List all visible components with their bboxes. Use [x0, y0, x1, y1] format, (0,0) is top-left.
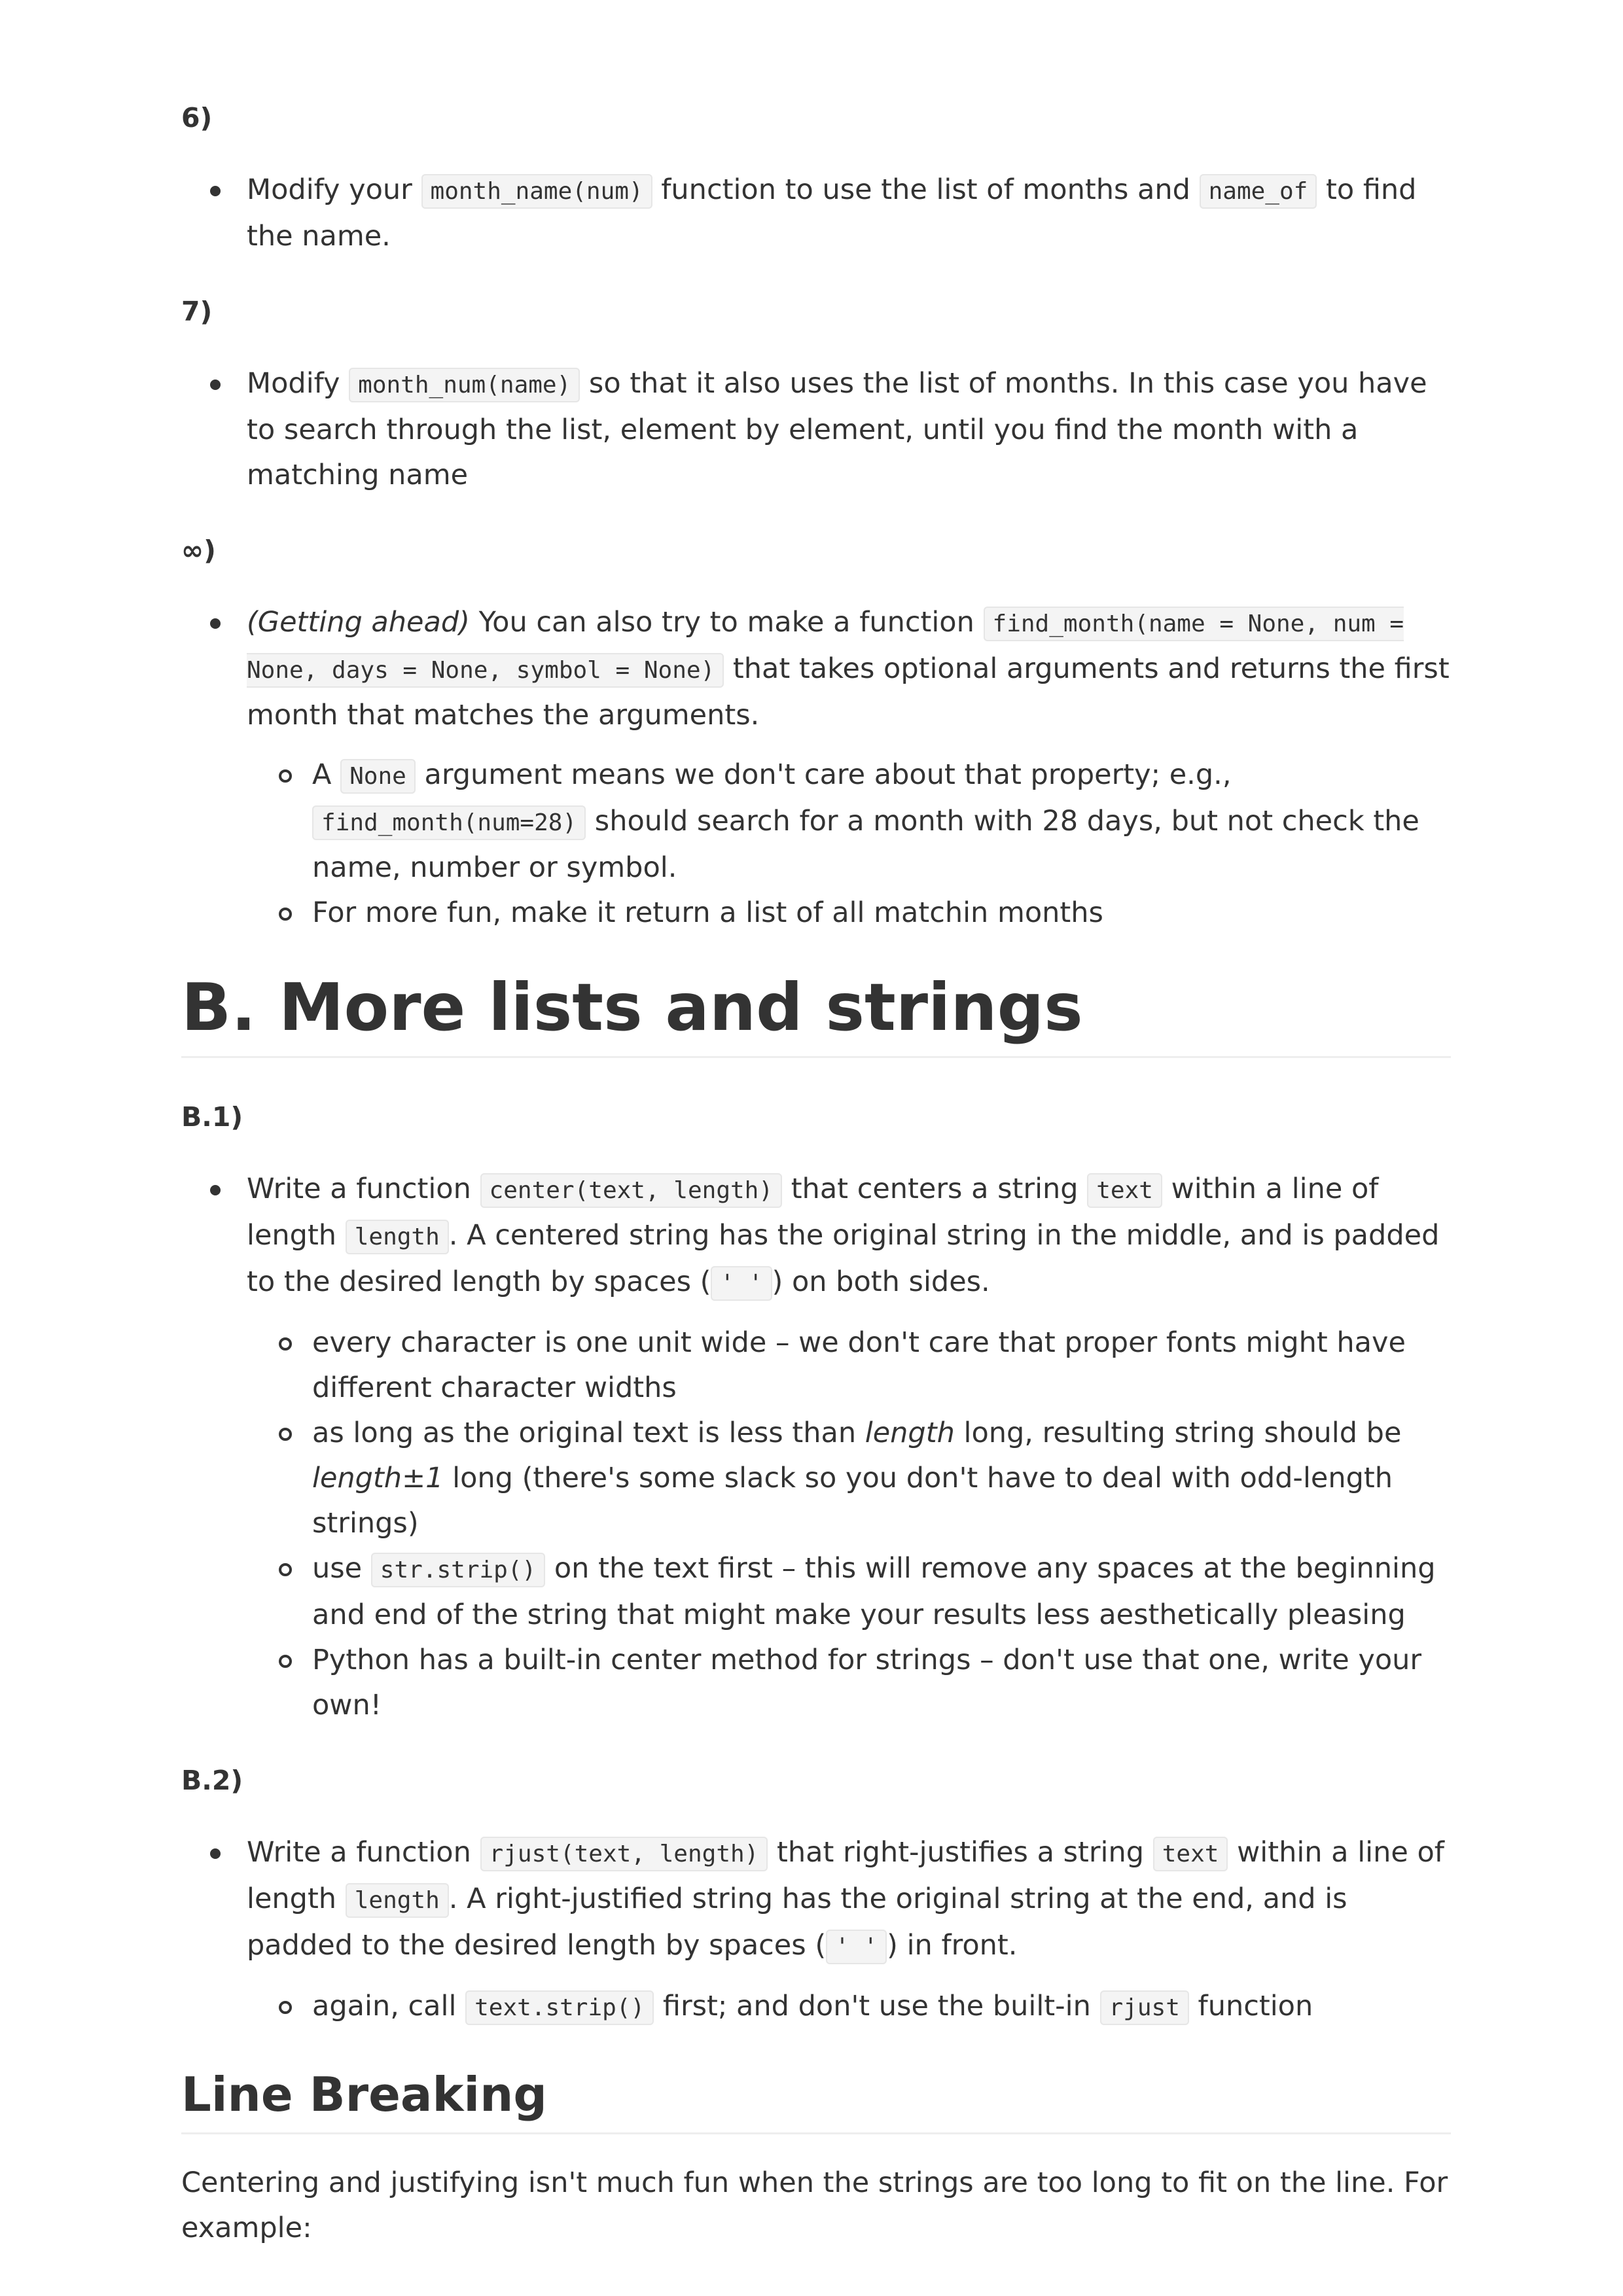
sub-list: [247, 1320, 1451, 1728]
inline-code: find_month(num=28): [312, 805, 586, 840]
text: as long as the original text is less than: [312, 1417, 865, 1449]
text: again, call: [312, 1990, 466, 2022]
inline-code: length: [346, 1220, 449, 1254]
exercise-6-list: [181, 168, 1451, 259]
inline-code: ' ': [711, 1266, 772, 1301]
text: long, resulting string should be: [954, 1417, 1402, 1449]
exercise-7-list: [181, 361, 1451, 498]
inline-code: month_num(name): [349, 368, 580, 402]
text: first; and don't use the built-in: [654, 1990, 1100, 2022]
exercise-number-6: 6): [181, 102, 213, 133]
text: ) on both sides.: [772, 1265, 990, 1298]
sub-list: [247, 1984, 1451, 2030]
section-heading-line-breaking: Line Breaking: [181, 2063, 1451, 2134]
text: on the text first – this will remove any spaces at the beginning and end of the string that might make your results less aesthetically pleasing: [312, 1552, 1436, 1631]
inline-code: find_month(name = None, num = None, days = None, symbol = None): [247, 607, 1404, 688]
document-page: [181, 98, 1451, 2251]
list-item: [247, 1830, 1451, 2030]
sub-list-item: [312, 891, 1451, 936]
sub-list-item: [312, 1546, 1451, 1638]
emphasis: (Getting ahead): [247, 606, 470, 639]
exercise-b2-list: [181, 1830, 1451, 2030]
inline-code: rjust(text, length): [480, 1837, 768, 1871]
inline-code: length: [346, 1883, 449, 1918]
text: that centers a string: [782, 1173, 1088, 1205]
exercise-number-b2: B.2): [181, 1765, 243, 1796]
inline-code: name_of: [1200, 174, 1317, 209]
text: . A right-justified string has the original string at the end, and is padded to the desired length by spaces (: [247, 1882, 1347, 1962]
list-item: [247, 168, 1451, 259]
text: within a line of length: [247, 1836, 1444, 1915]
text: Python has a built-in center method for strings – don't use that one, write your own!: [312, 1644, 1422, 1722]
inline-code: text.strip(): [465, 1990, 654, 2025]
exercise-number-b1: B.1): [181, 1101, 243, 1133]
text: to find the name.: [247, 173, 1417, 253]
text: that takes optional arguments and returns the first month that matches the arguments.: [247, 652, 1450, 732]
exercise-number-7: 7): [181, 296, 213, 327]
text: Write a function: [247, 1836, 480, 1869]
text: . A centered string has the original string in the middle, and is padded to the desired length by spaces (: [247, 1219, 1440, 1298]
paragraph: Centering and justifying isn't much fun when the strings are too long to fit on the line. For example:: [181, 2166, 1448, 2244]
inline-code: None: [340, 759, 416, 794]
text: Modify your: [247, 173, 421, 206]
text: every character is one unit wide – we don't care that proper fonts might have different character widths: [312, 1326, 1406, 1404]
emphasis: length±1: [312, 1462, 444, 1494]
text: You can also try to make a function: [469, 606, 984, 639]
text: argument means we don't care about that property; e.g.,: [415, 758, 1232, 791]
text: so that it also uses the list of months. In this case you have to search through the list, element by element, until you find the month with a matching name: [247, 367, 1427, 491]
inline-code: center(text, length): [480, 1173, 782, 1208]
inline-code: month_name(num): [421, 174, 652, 209]
text: should search for a month with 28 days, but not check the name, number or symbol.: [312, 805, 1419, 884]
sub-list-item: [312, 752, 1451, 891]
text: function to use the list of months and: [652, 173, 1200, 206]
inline-code: ' ': [826, 1930, 887, 1964]
sub-list-item: [312, 1320, 1451, 1411]
text: Modify: [247, 367, 349, 400]
text: use: [312, 1552, 371, 1585]
sub-list-item: [312, 1984, 1451, 2030]
list-item: [247, 361, 1451, 498]
text: For more fun, make it return a list of all matchin months: [312, 896, 1103, 929]
text: A: [312, 758, 341, 791]
text: Write a function: [247, 1173, 480, 1205]
sub-list-item: [312, 1638, 1451, 1728]
inline-code: text: [1153, 1837, 1228, 1871]
list-item: [247, 600, 1451, 936]
emphasis: length: [865, 1417, 955, 1449]
text: ) in front.: [887, 1929, 1018, 1962]
exercise-number-infinity: ∞): [181, 535, 216, 566]
inline-code: str.strip(): [371, 1553, 545, 1587]
text: that right-justifies a string: [768, 1836, 1153, 1869]
inline-code: rjust: [1100, 1990, 1189, 2025]
sub-list-item: [312, 1411, 1451, 1546]
text: long (there's some slack so you don't have to deal with odd-length strings): [312, 1462, 1393, 1540]
text: function: [1188, 1990, 1313, 2022]
inline-code: text: [1087, 1173, 1162, 1208]
text: within a line of length: [247, 1173, 1379, 1252]
section-heading-b: B. More lists and strings: [181, 968, 1451, 1058]
exercise-infinity-list: [181, 600, 1451, 936]
list-item: [247, 1167, 1451, 1728]
sub-list: [247, 752, 1451, 936]
exercise-b1-list: [181, 1167, 1451, 1728]
